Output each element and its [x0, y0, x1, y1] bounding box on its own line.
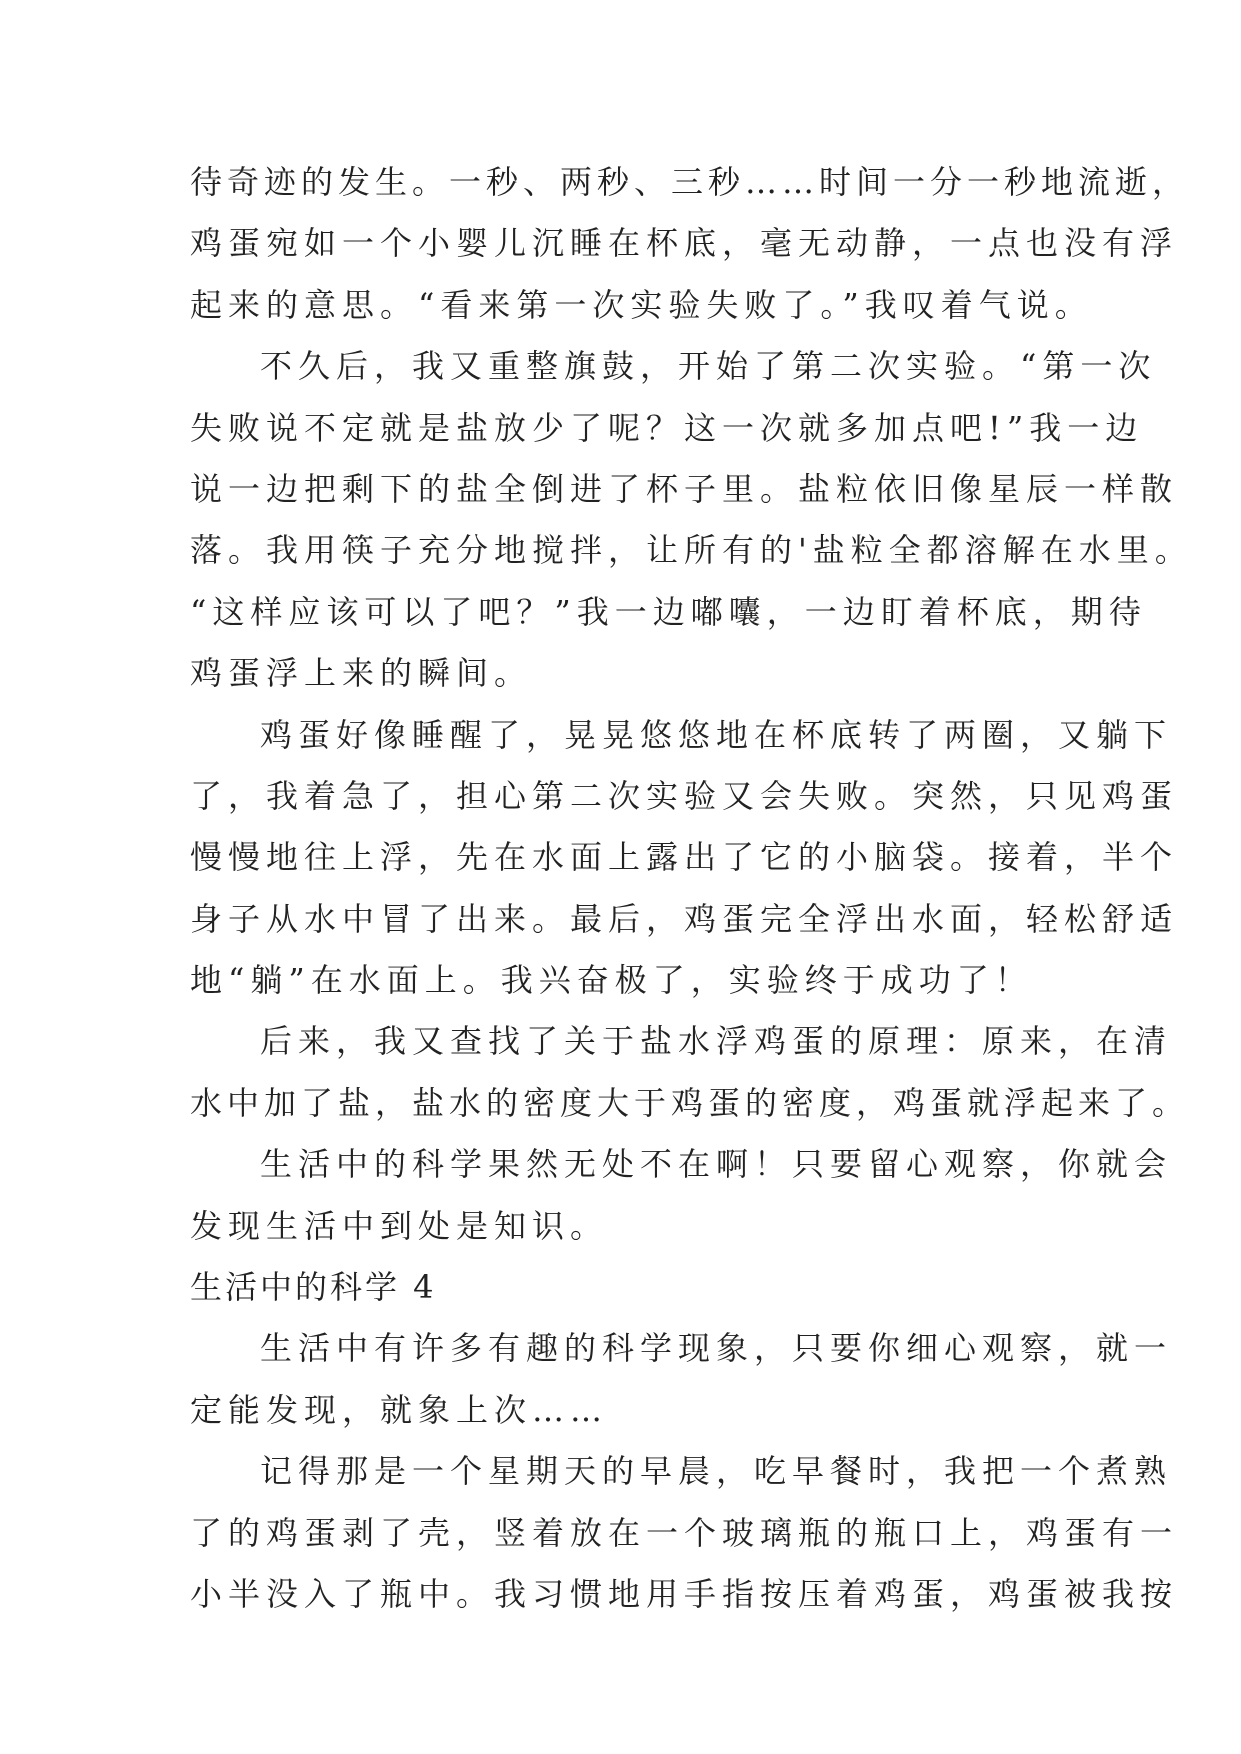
document-body: [190, 152, 1193, 1625]
text-line: 失败说不定就是盐放少了呢？这一次就多加点吧!”我一边: [190, 408, 1144, 447]
text-line: 身子从水中冒了出来。最后，鸡蛋完全浮出水面，轻松舒适: [190, 899, 1179, 938]
text-line: 了，我着急了，担心第二次实验又会失败。突然，只见鸡蛋: [190, 776, 1179, 815]
text-line: 定能发现，就象上次……: [190, 1390, 609, 1429]
text-line: “这样应该可以了吧？”我一边嘟囔，一边盯着杯底，期待: [190, 592, 1147, 631]
text-line: 了的鸡蛋剥了壳，竖着放在一个玻璃瓶的瓶口上，鸡蛋有一: [190, 1513, 1179, 1552]
text-line: 生活中有许多有趣的科学现象，只要你细心观察，就一: [260, 1329, 1173, 1368]
text-line: 落。我用筷子充分地搅拌，让所有的'盐粒全都溶解在水里。: [190, 531, 1193, 570]
text-line: 不久后，我又重整旗鼓，开始了第二次实验。“第一次: [260, 347, 1157, 386]
text-line: 生活中的科学果然无处不在啊！只要留心观察，你就会: [260, 1145, 1173, 1184]
text-line: 鸡蛋好像睡醒了，晃晃悠悠地在杯底转了两圈，又躺下: [260, 715, 1173, 754]
text-line: 水中加了盐，盐水的密度大于鸡蛋的密度，鸡蛋就浮起来了。: [190, 1083, 1190, 1122]
text-line: 发现生活中到处是知识。: [190, 1206, 609, 1245]
text-line: 记得那是一个星期天的早晨，吃早餐时，我把一个煮熟: [260, 1452, 1173, 1491]
text-line: 起来的意思。“看来第一次实验失败了。”我叹着气说。: [190, 285, 1093, 324]
text-line: 鸡蛋宛如一个小婴儿沉睡在杯底，毫无动静，一点也没有浮: [190, 224, 1179, 263]
text-line: 慢慢地往上浮，先在水面上露出了它的小脑袋。接着，半个: [190, 838, 1179, 877]
text-line: 地“躺”在水面上。我兴奋极了，实验终于成功了！: [190, 961, 1033, 1000]
text-line: 鸡蛋浮上来的瞬间。: [190, 654, 533, 693]
text-line: 待奇迹的发生。一秒、两秒、三秒……时间一分一秒地流逝，: [190, 163, 1190, 201]
section-heading: 生活中的科学 4: [190, 1268, 437, 1307]
text-line: 小半没入了瓶中。我习惯地用手指按压着鸡蛋，鸡蛋被我按: [190, 1574, 1179, 1613]
text-line: 说一边把剩下的盐全倒进了杯子里。盐粒依旧像星辰一样散: [190, 469, 1179, 508]
text-line: 后来，我又查找了关于盐水浮鸡蛋的原理：原来，在清: [260, 1022, 1173, 1061]
